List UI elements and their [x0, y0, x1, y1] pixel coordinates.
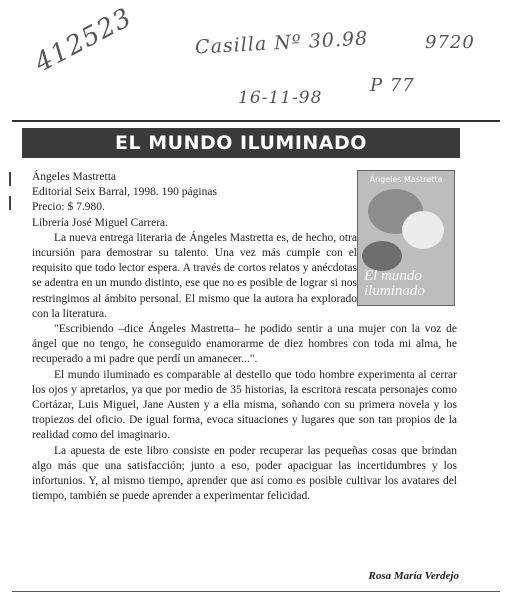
- article-title-bar: [22, 128, 460, 158]
- article-title: EL MUNDO ILUMINADO: [115, 132, 367, 154]
- handwritten-number: 412523: [30, 2, 138, 79]
- book-price: Precio: $ 7.980.: [32, 201, 105, 214]
- book-publisher: Editorial Seix Barral, 1998. 190 páginas: [32, 186, 217, 199]
- bottom-rule: [12, 591, 500, 592]
- handwritten-page: P 77: [370, 75, 415, 96]
- book-store: Librería José Miguel Carrera.: [32, 216, 169, 229]
- cover-title: El mundo iluminado: [364, 268, 425, 299]
- article-body: [32, 170, 457, 504]
- margin-mark: [9, 196, 11, 210]
- author-signature: Rosa María Verdejo: [368, 570, 459, 582]
- paragraph: "Escribiendo –dice Ángeles Mastretta– he podido sentir a una mujer con la voz de ángel que no tengo, he conseguido enamorarme de diez hombres con toda mi alma, he recuperado a mi padre que perdí un amanecer...".: [32, 323, 457, 366]
- paragraph: La nueva entrega literaria de Ángeles Mastretta es, de hecho, otra incursión para demostrar su talento. Una vez más cumple con el requisito que todo lector espera. A través de cortos relatos y anécdotas se adentra en un mundo distinto, ese que no es posible de lograr si nos restringimos al ámbito personal. El mismo que la autora ha explorado con la literatura.: [32, 231, 357, 320]
- handwritten-code: 9720: [425, 32, 475, 53]
- paragraph: La apuesta de este libro consiste en poder recuperar las pequeñas cosas que brindan algo más que una satisfacción; junto a eso, poder apaciguar las incertidumbres y los infortunios. Y, al mismo tiempo, aprender que así como es posible cultivar los avatares del tiempo, también se puede aprender a experimentar felicidad.: [32, 444, 457, 503]
- top-rule: [12, 120, 500, 122]
- handwritten-casilla: Casilla Nº 30.98: [194, 27, 369, 59]
- margin-mark: [9, 172, 11, 186]
- article-paragraphs: [32, 231, 457, 505]
- book-author: Ángeles Mastretta: [32, 171, 116, 183]
- book-metadata: [32, 170, 457, 231]
- cover-author: Ángeles Mastretta: [369, 175, 443, 184]
- handwritten-date: 16-11-98: [238, 88, 323, 108]
- paragraph: El mundo iluminado es comparable al destello que todo hombre experimenta al cerrar los ojos y apretarlos, ya que por medio de 35 historias, la escritora rescata personajes como Cortázar, Luis Miguel, Jane Austen y a ella misma, soñando con su primera novela y los tropiezos del oficio. De igual forma, evoca situaciones y lugares que son tan propios de la realidad como del imaginario.: [32, 368, 457, 442]
